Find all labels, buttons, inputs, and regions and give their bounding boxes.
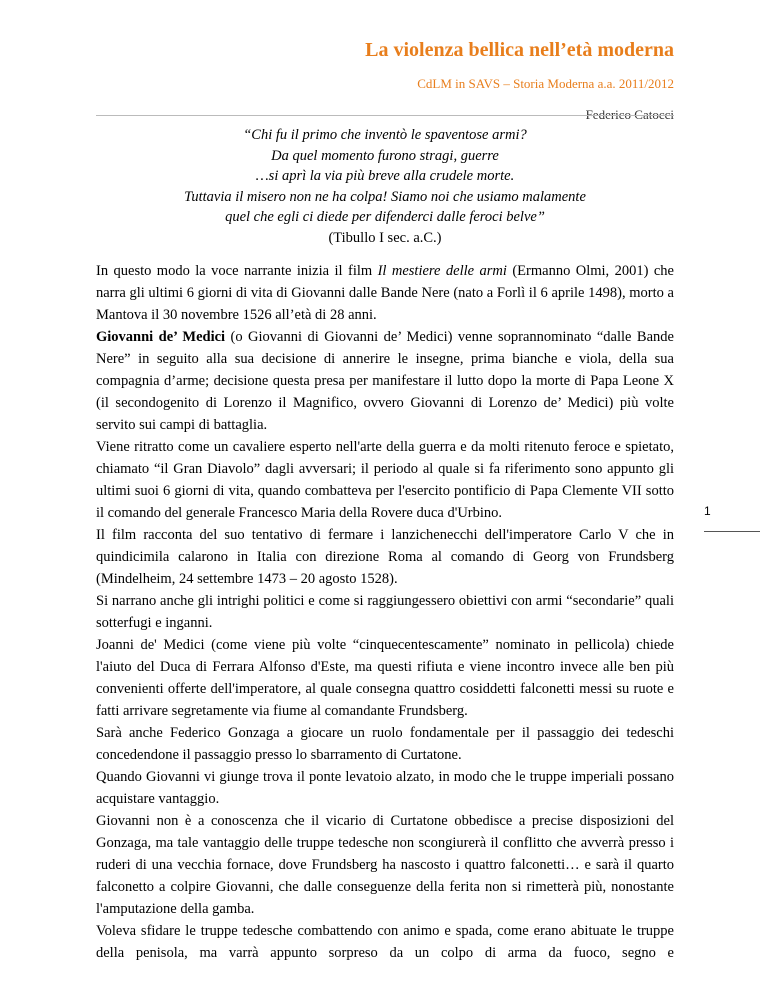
epigraph-line: Da quel momento furono stragi, guerre <box>271 147 499 164</box>
epigraph-citation: (Tibullo I sec. a.C.) <box>328 229 442 246</box>
header-divider <box>96 115 674 116</box>
paragraph: Voleva sfidare le truppe tedesche combattendo con animo e spada, come erano abituate le truppe della penisola, ma varrà appunto sorpreso da un colpo di arma da fuoco, segno e <box>96 923 674 961</box>
bold-name: Giovanni de’ Medici <box>96 329 226 345</box>
course-subtitle: CdLM in SAVS – Storia Moderna a.a. 2011/2012 <box>417 76 674 91</box>
document-header <box>96 36 674 125</box>
paragraph-text: (o Giovanni di Giovanni de’ Medici) venne soprannominato “dalle Bande Nere” in seguito alla sua decisione di annerire le insegne, prima bianche e viola, della sua compagnia d’arme; decisione questa presa per manifestare il lutto dopo la morte di Papa Leone X (il secondogenito di Lorenzo il Magnifico, ovvero Giovanni di Lorenzo de’ Medici) più volte servito sui campi di battaglia. <box>96 329 674 433</box>
paragraph: Quando Giovanni vi giunge trova il ponte levatoio alzato, in modo che le truppe imperiali possano acquistare vantaggio. <box>96 769 674 807</box>
epigraph-line: Tuttavia il misero non ne ha colpa! Siamo noi che usiamo malamente <box>184 188 586 205</box>
page-number-rule <box>704 531 760 532</box>
body-text <box>96 260 674 964</box>
epigraph <box>96 125 674 248</box>
document-title: La violenza bellica nell’età moderna <box>365 39 674 61</box>
paragraph-text: (Ermanno Olmi, 2001) che narra gli ultimi 6 giorni di vita di Giovanni dalle Bande Nere (nato a Forlì il 6 aprile 1498), morto a Mantova il 30 novembre 1526 all’età di 28 anni. <box>96 263 674 323</box>
author-name: Federico Catocci <box>585 107 674 122</box>
epigraph-line: quel che egli ci diede per difenderci dalle feroci belve” <box>225 209 545 225</box>
paragraph: Si narrano anche gli intrighi politici e come si raggiungessero obiettivi con armi “secondarie” quali sotterfugi e inganni. <box>96 593 674 631</box>
page-number: 1 <box>704 504 711 518</box>
epigraph-line: …si aprì la via più breve alla crudele morte. <box>255 168 515 184</box>
paragraph: Joanni de' Medici (come viene più volte “cinquecentescamente” nominato in pellicola) chiede l'aiuto del Duca di Ferrara Alfonso d'Este, ma questi rifiuta e viene incontro invece alle ben più convenienti offerte dell'imperatore, al quale consegna quattro cosiddetti falconetti messi su ruote e fatti arrivare segretamente via fiume al comandante Frundsberg. <box>96 637 674 719</box>
paragraph <box>96 326 674 436</box>
paragraph: Il film racconta del suo tentativo di fermare i lanzichenecchi dell'imperatore Carlo V che in quindicimila calarono in Italia con direzione Roma al comando di Georg von Frundsberg (Mindelheim, 24 settembre 1473 – 20 agosto 1528). <box>96 527 674 587</box>
epigraph-line: “Chi fu il primo che inventò le spaventose armi? <box>243 127 527 143</box>
paragraph <box>96 260 674 326</box>
paragraph: Sarà anche Federico Gonzaga a giocare un ruolo fondamentale per il passaggio dei tedeschi concedendone il passaggio presso lo sbarramento di Curtatone. <box>96 725 674 763</box>
paragraph-text: In questo modo la voce narrante inizia il film <box>96 263 378 279</box>
paragraph: Viene ritratto come un cavaliere esperto nell'arte della guerra e da molti ritenuto feroce e spietato, chiamato “il Gran Diavolo” dagli avversari; il periodo al quale si fa riferimento sono appunto gli ultimi suoi 6 giorni di vita, quando combatteva per l'esercito pontificio di Papa Clemente VII sotto il comando del generale Francesco Maria della Rovere duca d'Urbino. <box>96 439 674 521</box>
paragraph: Giovanni non è a conoscenza che il vicario di Curtatone obbedisce a precise disposizioni del Gonzaga, ma tale vantaggio delle truppe tedesche non scongiurerà il conflitto che avverrà presso i ruderi di una vecchia fornace, dove Frundsberg ha nascosto i quattro falconetti… e sarà il quarto falconetto a colpire Giovanni, che dalle conseguenze della ferita non si rimetterà più, nonostante l'amputazione della gamba. <box>96 813 674 917</box>
film-title: Il mestiere delle armi <box>377 263 507 279</box>
